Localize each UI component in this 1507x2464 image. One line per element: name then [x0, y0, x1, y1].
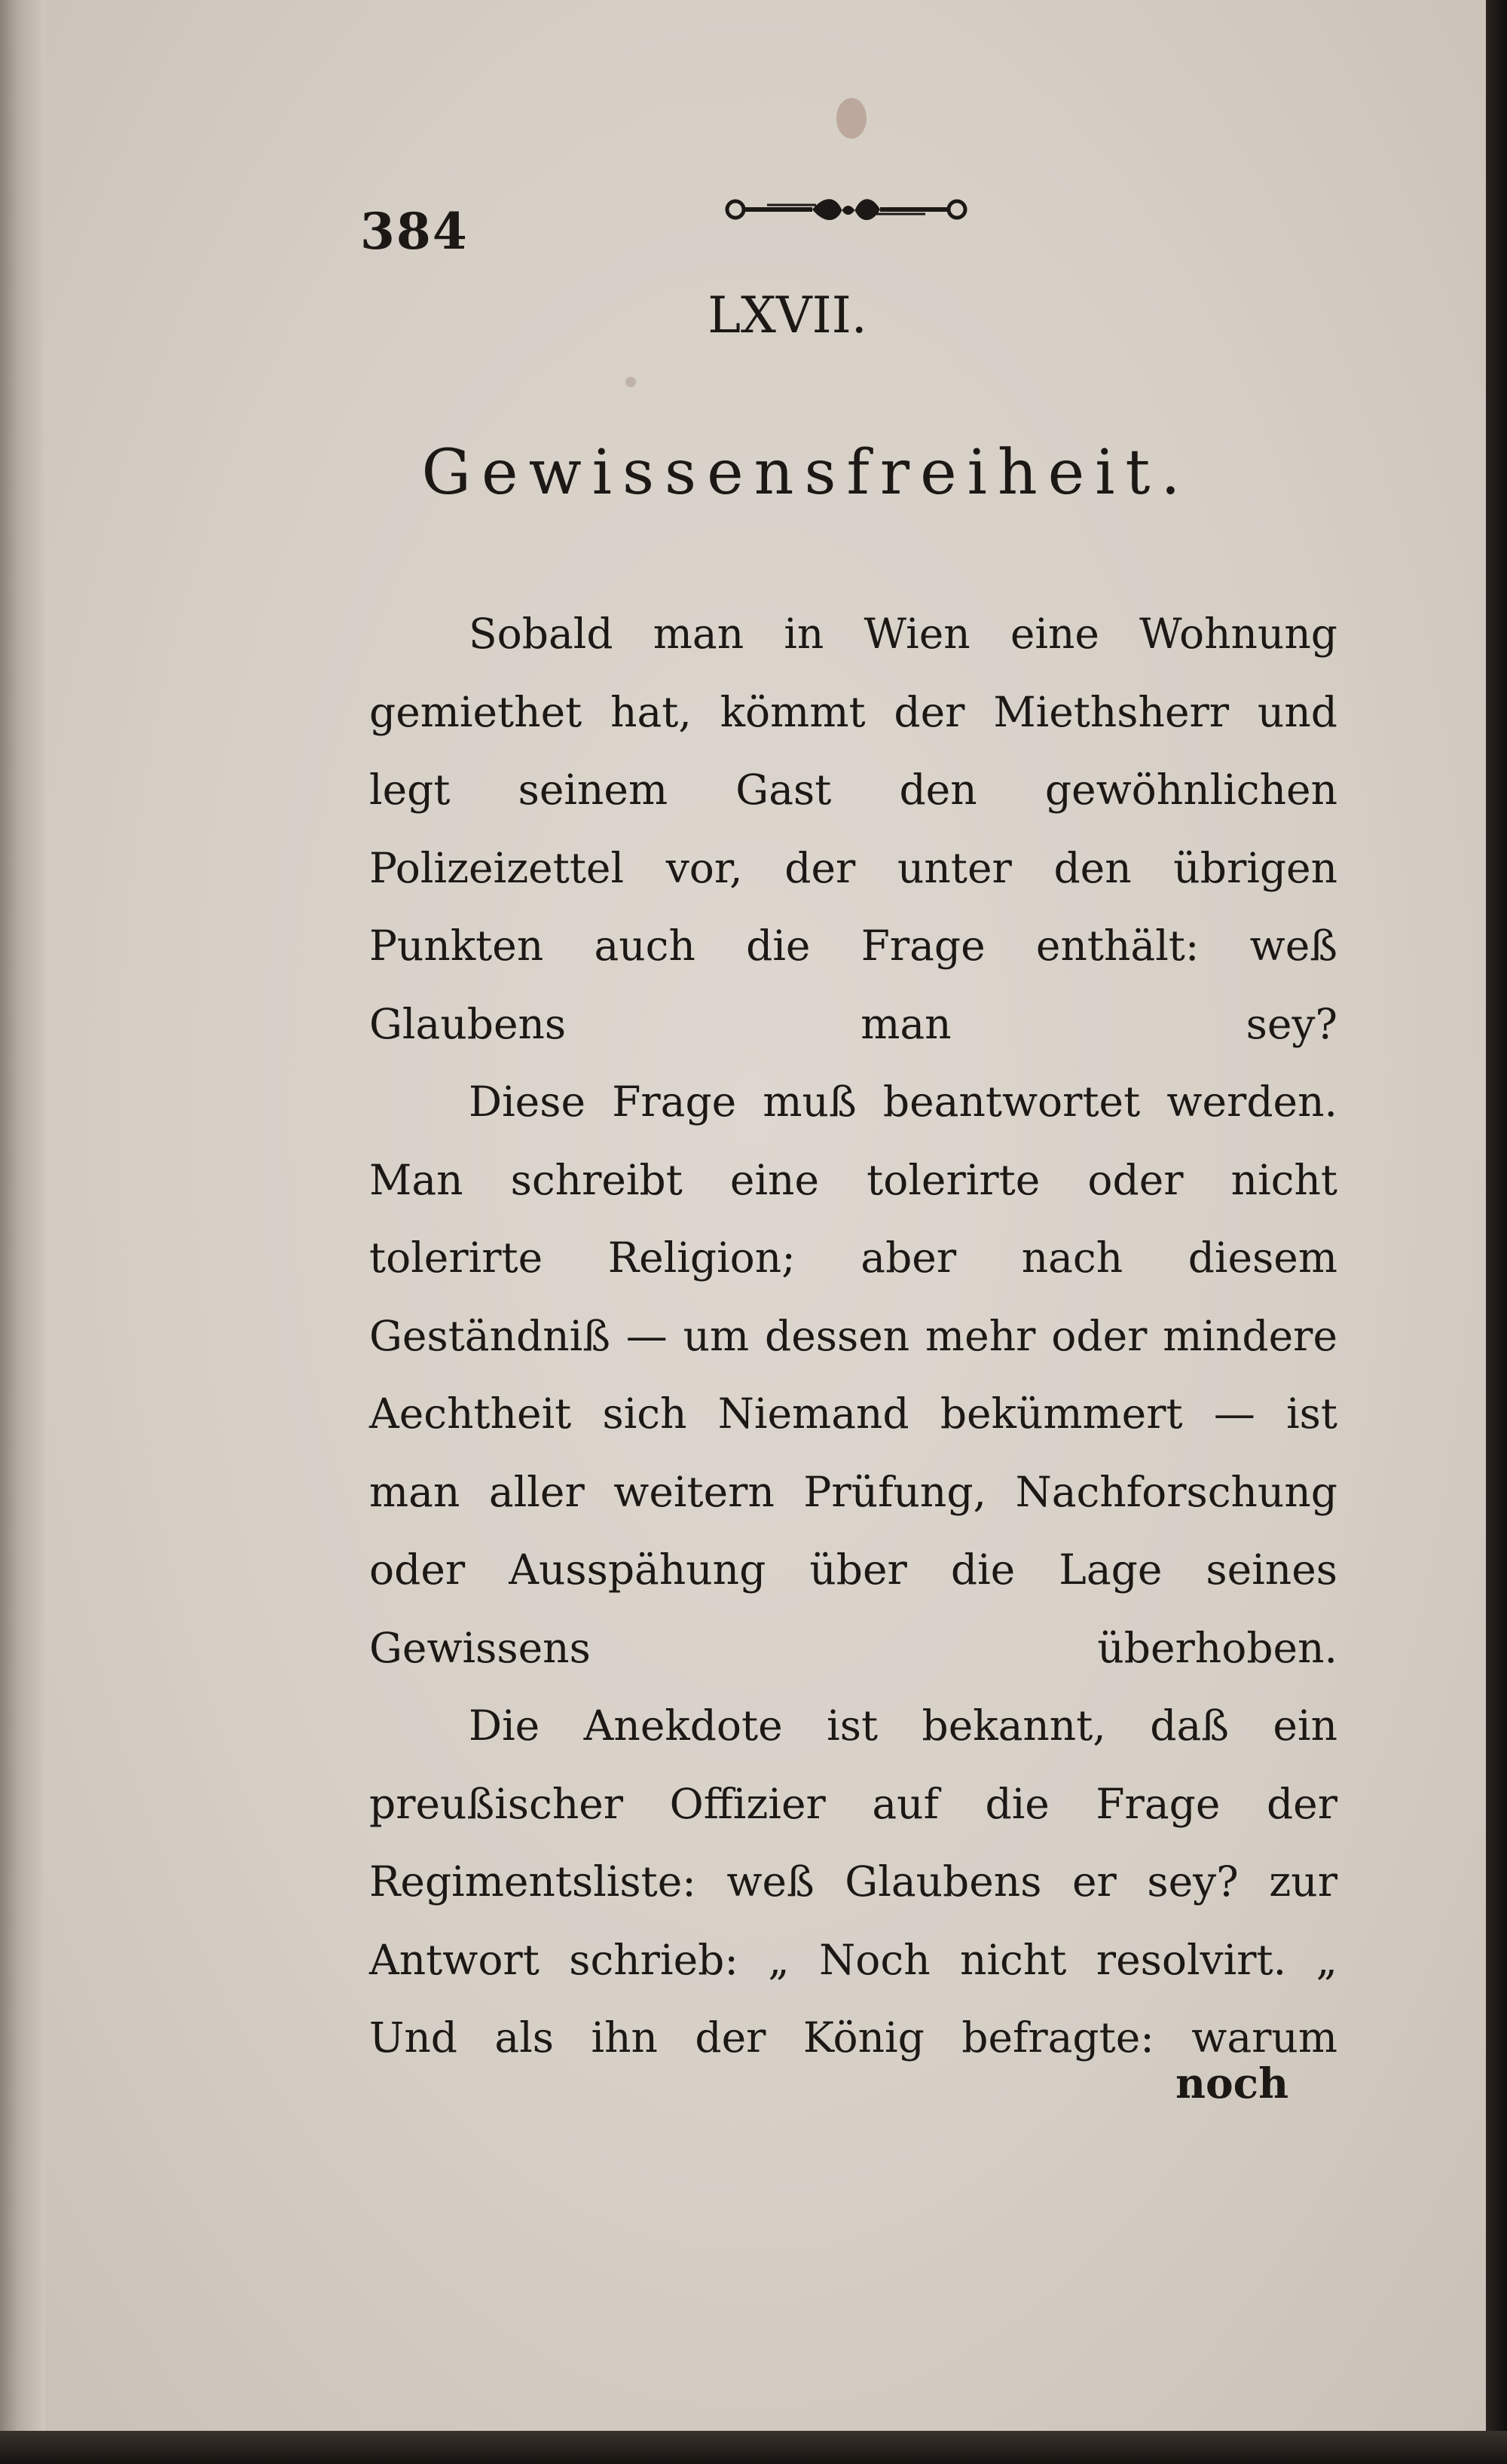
- page-number: 384: [360, 202, 469, 261]
- paper-stain: [625, 377, 636, 387]
- body-text: [369, 595, 1337, 2077]
- ornament-icon: [722, 194, 971, 225]
- paragraph: Sobald man in Wien eine Wohnung gemiethet hat, kömmt der Miethsherr und legt seinem Gast den gewöhnlichen Polizeizettel vor, der unter den übrigen Punkten auch die Frage enthält: weß Glaubens man sey?: [369, 610, 1337, 1048]
- page-edge-right: [1486, 0, 1507, 2464]
- paragraph: Die Anekdote ist bekannt, daß ein preußischer Offizier auf die Frage der Regimentsliste: weß Glaubens er sey? zur Antwort schrieb: „ Noch nicht resolvirt. „ Und als ihn der König befragte: warum: [369, 1701, 1337, 2062]
- chapter-title: Gewissensfreiheit.: [421, 437, 1191, 509]
- page-edge-bottom: [0, 2431, 1507, 2464]
- paper-stain: [836, 98, 867, 139]
- chapter-number: LXVII.: [708, 286, 867, 344]
- paragraph: Diese Frage muß beantwortet werden. Man schreibt eine tolerirte oder nicht tolerirte Religion; aber nach diesem Geständniß — um dessen mehr oder mindere Aechtheit sich Niemand bekümmert — ist man aller weitern Prüfung, Nachforschung oder Ausspähung über die Lage seines Gewissens überhoben.: [369, 1078, 1337, 1672]
- catchword: noch: [1175, 2059, 1289, 2108]
- page-gutter: [0, 0, 45, 2464]
